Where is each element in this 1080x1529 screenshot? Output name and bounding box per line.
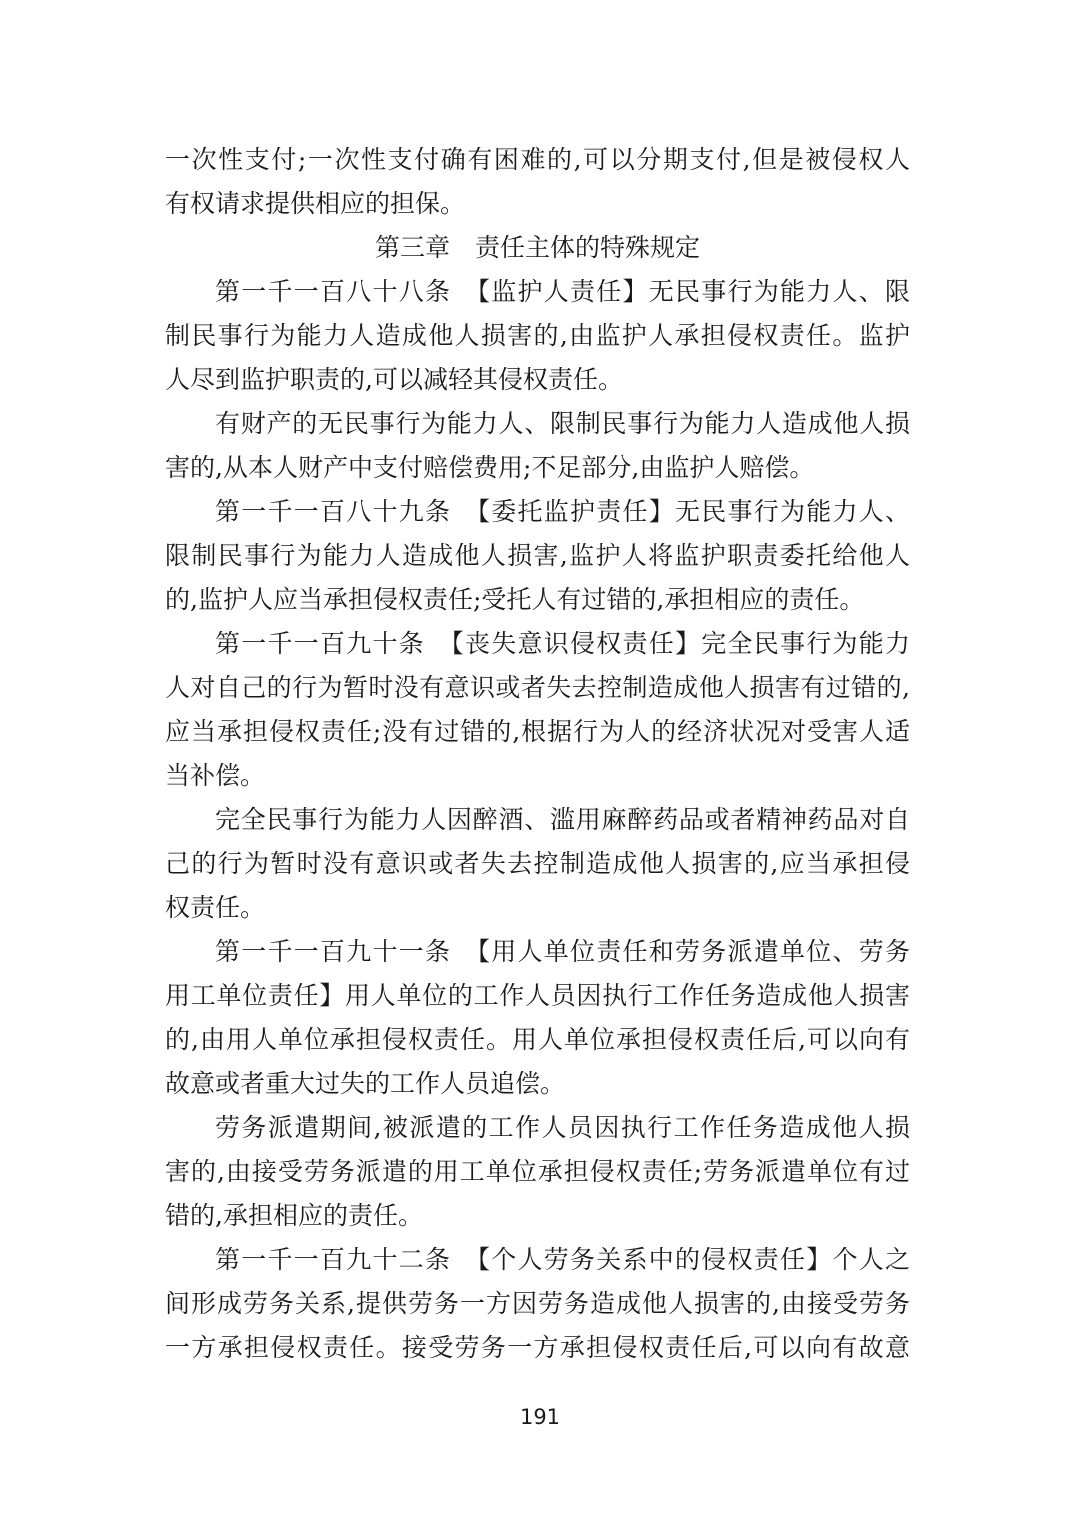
text-line: 第一千一百九十条 【丧失意识侵权责任】完全民事行为能力 — [215, 629, 910, 658]
text-line: 第一千一百九十二条 【个人劳务关系中的侵权责任】个人之 — [215, 1245, 910, 1274]
text-line: 一次性支付;一次性支付确有困难的,可以分期支付,但是被侵权人 — [165, 145, 910, 174]
paragraph-labor-dispatch — [165, 1106, 910, 1238]
text-line: 制民事行为能力人造成他人损害的,由监护人承担侵权责任。监护 — [165, 321, 910, 350]
text-line: 当补偿。 — [165, 761, 266, 790]
page-number: 191 — [519, 1405, 561, 1429]
article-1192 — [165, 1238, 910, 1370]
text-line: 有财产的无民事行为能力人、限制民事行为能力人造成他人损 — [215, 409, 910, 438]
text-line: 第一千一百九十一条 【用人单位责任和劳务派遣单位、劳务 — [215, 937, 910, 966]
text-line: 劳务派遣期间,被派遣的工作人员因执行工作任务造成他人损 — [215, 1113, 910, 1142]
text-line: 限制民事行为能力人造成他人损害,监护人将监护职责委托给他人 — [165, 541, 910, 570]
text-line: 有权请求提供相应的担保。 — [165, 189, 466, 218]
text-line: 的,由用人单位承担侵权责任。用人单位承担侵权责任后,可以向有 — [165, 1025, 910, 1054]
chapter-heading: 第三章 责任主体的特殊规定 — [374, 233, 700, 262]
article-1189 — [165, 490, 910, 622]
text-line: 害的,从本人财产中支付赔偿费用;不足部分,由监护人赔偿。 — [165, 453, 815, 482]
text-line: 间形成劳务关系,提供劳务一方因劳务造成他人损害的,由接受劳务 — [165, 1289, 910, 1318]
text-line: 完全民事行为能力人因醉酒、滥用麻醉药品或者精神药品对自 — [215, 805, 910, 834]
article-1190 — [165, 622, 910, 798]
continuation-paragraph — [165, 138, 910, 226]
text-line: 第一千一百八十九条 【委托监护责任】无民事行为能力人、 — [215, 497, 910, 526]
text-line: 应当承担侵权责任;没有过错的,根据行为人的经济状况对受害人适 — [165, 717, 910, 746]
article-1188 — [165, 270, 910, 402]
text-line: 权责任。 — [165, 893, 266, 922]
text-line: 人对自己的行为暂时没有意识或者失去控制造成他人损害有过错的, — [165, 673, 910, 702]
paragraph-property-compensation — [165, 402, 910, 490]
text-line: 己的行为暂时没有意识或者失去控制造成他人损害的,应当承担侵 — [165, 849, 910, 878]
paragraph-intoxication — [165, 798, 910, 930]
text-line: 故意或者重大过失的工作人员追偿。 — [165, 1069, 566, 1098]
article-1191 — [165, 930, 910, 1106]
text-line: 第一千一百八十八条 【监护人责任】无民事行为能力人、限 — [215, 277, 910, 306]
document-page — [165, 138, 910, 1370]
text-line: 错的,承担相应的责任。 — [165, 1201, 423, 1230]
text-line: 害的,由接受劳务派遣的用工单位承担侵权责任;劳务派遣单位有过 — [165, 1157, 910, 1186]
text-line: 一方承担侵权责任。接受劳务一方承担侵权责任后,可以向有故意 — [165, 1333, 910, 1362]
text-line: 用工单位责任】用人单位的工作人员因执行工作任务造成他人损害 — [165, 981, 910, 1010]
text-line: 的,监护人应当承担侵权责任;受托人有过错的,承担相应的责任。 — [165, 585, 865, 614]
text-line: 人尽到监护职责的,可以减轻其侵权责任。 — [165, 365, 623, 394]
